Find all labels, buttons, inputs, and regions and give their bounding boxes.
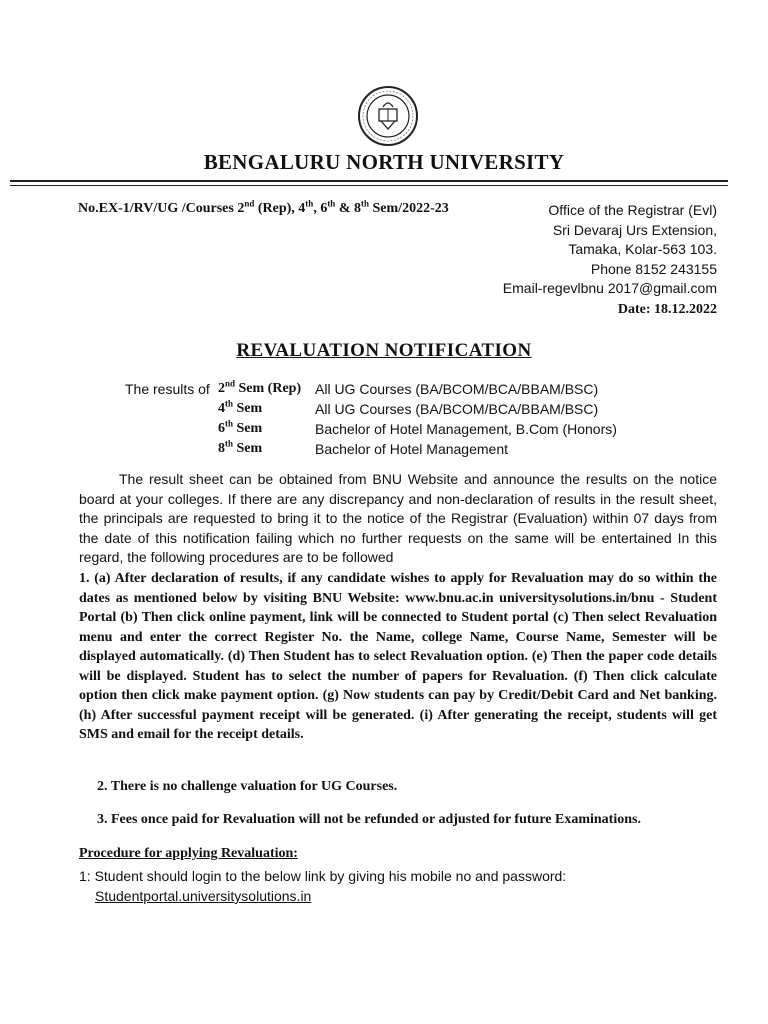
header-divider-thin: [10, 185, 728, 186]
result-semester: 4th Sem: [218, 398, 263, 416]
university-seal-icon: [357, 85, 419, 147]
header-divider: [10, 180, 728, 182]
result-courses: All UG Courses (BA/BCOM/BCA/BBAM/BSC): [315, 381, 599, 397]
result-semester: 2nd Sem (Rep): [218, 378, 302, 396]
office-email: Email-regevlbnu 2017@gmail.com: [502, 280, 717, 296]
notification-date: Date: 18.12.2022: [617, 302, 717, 317]
office-phone: Phone 8152 243155: [590, 260, 717, 277]
intro-paragraph: The result sheet can be obtained from BNU Website and announce the results on the notice board at your colleges. If there are any discrepancy and non-declaration of results in the result sheet, the principals are requested to bring it to the notice of the Registrar (Evaluation) within 07 days from the date of this notification failing which no further requests on the same will be entertained In this regard, the following procedures are to be followed: [79, 471, 717, 565]
office-line: Tamaka, Kolar-563 103.: [568, 241, 717, 257]
result-courses: Bachelor of Hotel Management: [315, 441, 508, 457]
reference-number: No.EX-1/RV/UG /Courses 2nd (Rep), 4th, 6th & 8th Sem/2022-23: [78, 198, 449, 216]
result-courses: Bachelor of Hotel Management, B.Com (Honors): [315, 421, 617, 437]
result-courses: All UG Courses (BA/BCOM/BCA/BBAM/BSC): [315, 401, 599, 417]
procedure-item-2: 2. There is no challenge valuation for UG Courses.: [97, 779, 398, 794]
results-prefix: The results of: [125, 381, 210, 397]
student-portal-link[interactable]: Studentportal.universitysolutions.in: [95, 888, 312, 904]
office-line: Sri Devaraj Urs Extension,: [552, 221, 717, 238]
revaluation-procedure-1: 1. (a) After declaration of results, if any candidate wishes to apply for Revaluation may do so within the dates as mentioned below by visiting BNU Website: www.bnu.ac.in universitysolutions.in/bnu - Student Portal (b) Then click online payment, link will be connected to Student portal (c) Then select Revaluation menu and enter the correct Register No. the Name, college Name, Course Name, Semester will be displayed automatically. (d) Then Student has to select Revaluation option. (e) Then the paper code details will be displayed. Student has to select the number of papers for Revaluation. (f) Then click calculate option then click make payment option. (g) Now students can pay by Credit/Debit Card and Net banking. (h) After successful payment receipt will be generated. (i) After generating the receipt, students will get SMS and email for the receipt details.: [79, 571, 717, 742]
procedure-step-1: 1: Student should login to the below link by giving his mobile no and password:: [79, 868, 567, 884]
notification-title: REVALUATION NOTIFICATION: [236, 340, 532, 361]
procedure-item-3: 3. Fees once paid for Revaluation will not be refunded or adjusted for future Examinations.: [97, 812, 641, 827]
office-address: [470, 201, 717, 299]
university-name: BENGALURU NORTH UNIVERSITY: [203, 150, 565, 174]
result-semester: 6th Sem: [218, 418, 263, 436]
procedure-heading: Procedure for applying Revaluation:: [79, 846, 298, 861]
office-line: Office of the Registrar (Evl): [548, 202, 717, 218]
result-semester: 8th Sem: [218, 438, 263, 456]
